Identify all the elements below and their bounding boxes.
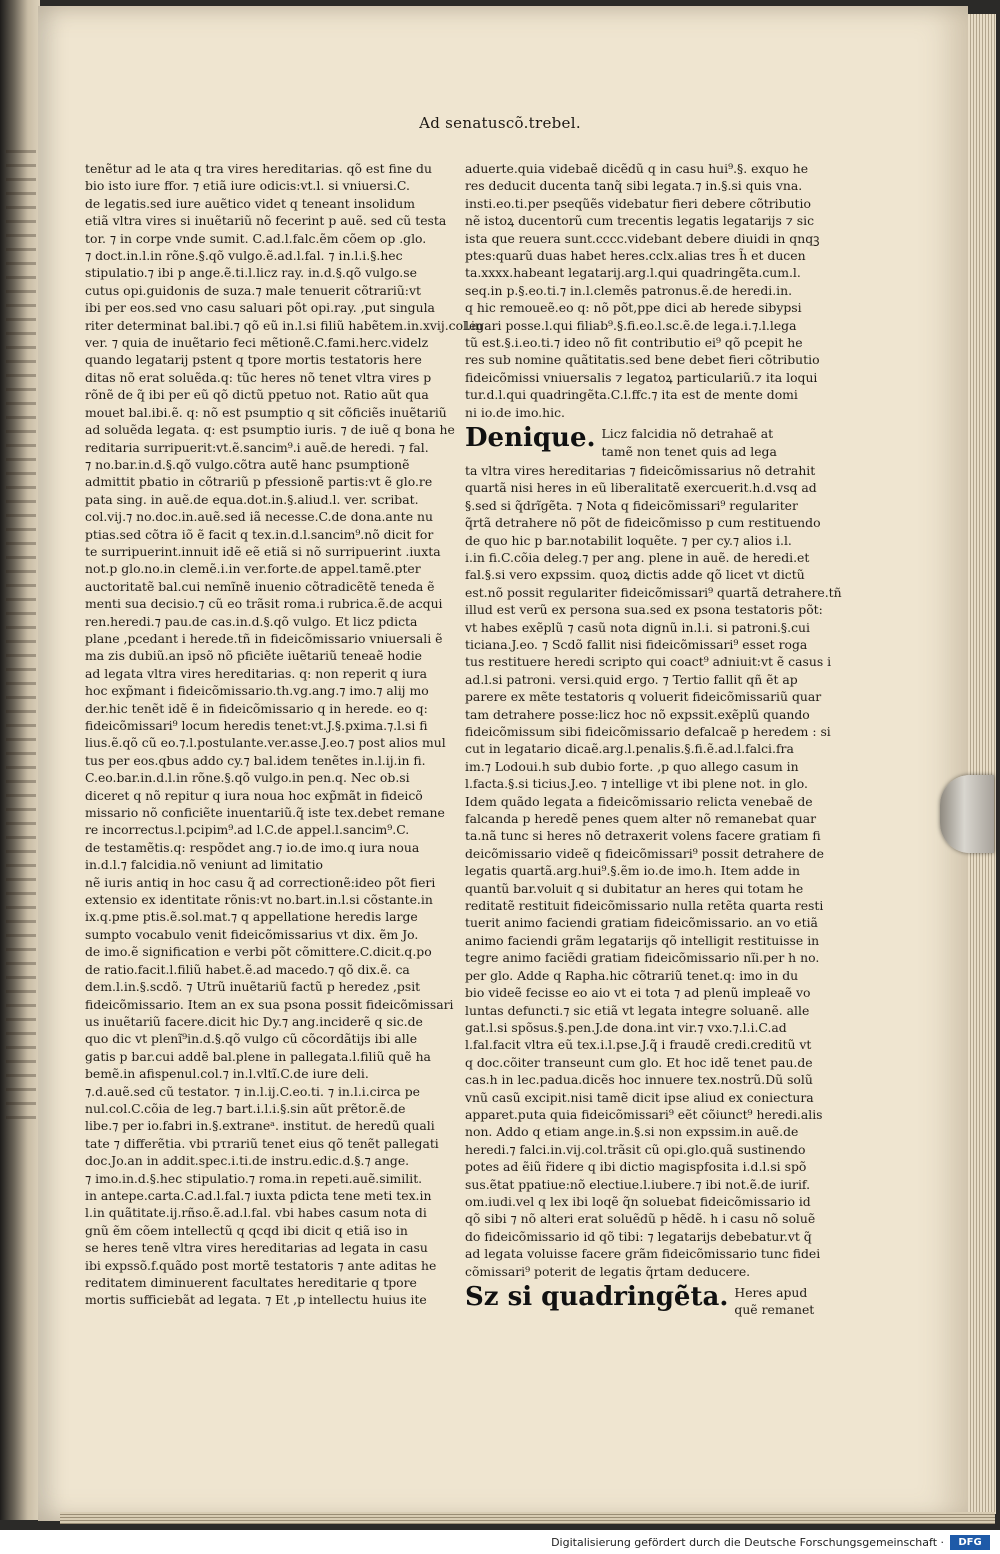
- text-line: cõmissari⁹ poterit de legatis q̃rtam deducere.: [465, 1263, 751, 1279]
- left-column: [85, 160, 483, 1309]
- text-line: vt habes exẽplũ ⁊ casũ nota dignũ in.l.i. si patroni.§.cui: [465, 619, 810, 635]
- text-line: ⁊ no.bar.in.d.§.qõ vulgo.cõtra autẽ hanc psumptionẽ: [85, 456, 410, 472]
- text-line: riter determinat bal.ibi.⁊ qõ eũ in.l.si filiũ habẽtem.in.xvij.col.in: [85, 317, 483, 333]
- right-column-top: [465, 160, 820, 421]
- text-line: tus per eos.qbus addo cy.⁊ bal.idem tenẽtes in.l.ij.in fi.: [85, 752, 426, 768]
- text-line: §.sed si q̃drĩgẽta. ⁊ Nota q fideicõmissari⁹ regulariter: [465, 497, 798, 513]
- text-line: Idem quãdo legata a fideicõmissario relicta venebaẽ de: [465, 793, 813, 809]
- text-line: de legatis.sed iure auẽtico videt q teneant insolidum: [85, 195, 416, 211]
- heading-rest-line: Heres apud: [734, 1285, 808, 1300]
- text-line: res sub nomine quãtitatis.sed bene debet fieri cõtributio: [465, 352, 820, 368]
- text-line: gnũ ẽm cõem intellectũ q qcqd ibi dicit q etiã iso in: [85, 1222, 408, 1238]
- heading-word: Sz si quadringẽta.: [465, 1282, 729, 1312]
- page-edges-bottom: [60, 1512, 995, 1524]
- text-line: l.fal.facit vltra eũ tex.i.l.pse.J.q̃ i fraudẽ credi.creditũ vt: [465, 1037, 812, 1053]
- text-line: sus.ẽtat ppatiue:nõ electiue.l.iubere.⁊ ibi not.ẽ.de iurif.: [465, 1176, 811, 1192]
- text-line: ren.heredi.⁊ pau.de cas.in.d.§.qõ vulgo. Et licz pdicta: [85, 613, 418, 629]
- text-line: aduerte.quia videbaẽ dicẽdũ q in casu hui⁹.§. exquo he: [465, 161, 809, 176]
- text-line: cut in legatario dicaẽ.arg.l.penalis.§.fi.ẽ.ad.l.falci.fra: [465, 741, 794, 757]
- text-line: tũ est.§.i.eo.ti.⁊ ideo nõ fit contributio ei⁹ qõ pcepit he: [465, 335, 803, 351]
- footer-credit: Digitalisierung gefördert durch die Deutsche Forschungsgemeinschaft ·: [551, 1536, 944, 1549]
- text-line: non. Addo q etiam ange.in.§.si non expssim.in auẽ.de: [465, 1124, 799, 1140]
- dfg-logo: DFG: [950, 1535, 990, 1550]
- text-line: quantũ bar.voluit q si dubitatur an heres qui totam he: [465, 880, 804, 896]
- text-line: om.iudi.vel q lex ibi loqẽ q̃n soluebat fideicõmissario id: [465, 1193, 811, 1209]
- text-line: animo faciendi grãm legatarijs qõ intelligit restituisse in: [465, 932, 820, 948]
- text-line: q doc.cõiter transeunt cum glo. Et hoc idẽ tenet pau.de: [465, 1054, 813, 1070]
- text-line: est.nõ possit regulariter fideicõmissari⁹ quartã detrahere.tñ: [465, 584, 842, 600]
- text-line: luntas defuncti.⁊ sic etiã vt legata integre soluanẽ. alle: [465, 1002, 810, 1018]
- text-line: ⁊.d.auẽ.sed cũ testator. ⁊ in.l.ij.C.eo.ti. ⁊ in.l.i.circa pe: [85, 1083, 421, 1099]
- text-line: ⁊ doct.in.l.in rõne.§.qõ vulgo.ẽ.ad.l.fal. ⁊ in.l.i.§.hec: [85, 248, 403, 264]
- text-line: ad.l.si patroni. versi.quid ergo. ⁊ Tertio fallit qñ ẽt ap: [465, 671, 798, 687]
- facing-page-text: [6, 150, 36, 1130]
- text-line: etiã vltra vires si inuẽtariũ nõ fecerint p auẽ. sed cũ testa: [85, 213, 447, 229]
- text-line: gat.l.si spõsus.§.pen.J.de dona.int vir.⁊ vxo.⁊.l.i.C.ad: [465, 1019, 787, 1035]
- text-line: tam detrahere posse:licz hoc nõ expssit.exẽplũ quando: [465, 706, 810, 722]
- heading-rest-line: quẽ remanet: [734, 1302, 815, 1318]
- text-line: tur.d.l.qui quadringẽta.C.l.ffc.⁊ ita est de mente domi: [465, 387, 798, 403]
- text-line: ticiana.J.eo. ⁊ Scdõ fallit nisi fideicõmissari⁹ esset roga: [465, 636, 808, 652]
- text-line: mouet bal.ibi.ẽ. q: nõ est psumptio q sit cõficiẽs inuẽtariũ: [85, 404, 447, 420]
- page-clip: [940, 775, 994, 853]
- page-edges: [968, 14, 996, 1514]
- right-column-middle: [465, 462, 842, 1280]
- text-line: ⁊ imo.in.d.§.hec stipulatio.⁊ roma.in repeti.auẽ.similit.: [85, 1170, 423, 1186]
- text-line: te surripuerint.innuit idẽ eẽ etiã si nõ surripuerint .iuxta: [85, 543, 441, 559]
- text-line: missario nõ conficiẽte inuentariũ.q̃ iste tex.debet remane: [85, 805, 445, 821]
- text-line: quando legatarij pstent q tpore mortis testatoris here: [85, 352, 422, 368]
- text-line: C.eo.bar.in.d.l.in rõne.§.qõ vulgo.in pen.q. Nec ob.si: [85, 770, 410, 786]
- text-line: re incorrectus.l.pcipim⁹.ad l.C.de appel.l.sancim⁹.C.: [85, 822, 410, 838]
- text-line: tate ⁊ differẽtia. vbi pτrariũ tenet eius qõ tenẽt pallegati: [85, 1135, 439, 1151]
- text-line: ix.q.pme ptis.ẽ.sol.mat.⁊ q appellatione heredis large: [85, 909, 418, 925]
- text-line: legari posse.l.qui filiab⁹.§.fi.eo.l.sc.ẽ.de lega.i.⁊.l.lega: [465, 317, 797, 333]
- text-line: tegre animo faciẽdi gratiam fideicõmissario nĩi.per h no.: [465, 950, 820, 966]
- text-line: qõ sibi ⁊ nõ alteri erat soluẽdũ p hẽdẽ. h i casu nõ soluẽ: [465, 1211, 816, 1227]
- text-line: admittit pbatio in cõtrariũ p pfessionẽ partis:vt ẽ glo.re: [85, 474, 433, 490]
- text-line: reditatẽ restituit fideicõmissario nulla retẽta quarta resti: [465, 898, 824, 914]
- text-line: nẽ istoꝝ ducentorũ cum trecentis legatis legatarijs ⁊ sic: [465, 213, 815, 229]
- text-line: quartã nisi heres in eũ liberalitatẽ exercuerit.h.d.vsq ad: [465, 480, 817, 496]
- text-line: hoc exp̃mant i fideicõmissario.th.vg.ang.⁊ imo.⁊ alij mo: [85, 683, 429, 699]
- text-line: doc.Jo.an in addit.spec.i.ti.de instru.edic.d.§.⁊ ange.: [85, 1153, 410, 1169]
- heading-rest: [602, 425, 777, 460]
- text-line: nul.col.C.cõia de leg.⁊ bart.i.l.i.§.sin aũt prẽtor.ẽ.de: [85, 1100, 406, 1116]
- text-line: ad legata voluisse facere grãm fideicõmissario tunc fidei: [465, 1246, 821, 1262]
- text-line: us inuẽtariũ facere.dicit hic Dy.⁊ ang.inciderẽ q sic.de: [85, 1013, 423, 1029]
- text-line: der.hic tenẽt idẽ ẽ in fideicõmissario q in herede. eo q:: [85, 700, 428, 716]
- heading-rest: [734, 1284, 814, 1319]
- text-line: ta vltra vires hereditarias ⁊ fideicõmissarius nõ detrahit: [465, 462, 816, 478]
- text-line: bio isto iure ffor. ⁊ etiã iure odicis:vt.l. si vniuersi.C.: [85, 178, 410, 194]
- text-line: de ratio.facit.l.filiũ habet.ẽ.ad macedo.⁊ qõ dix.ẽ. ca: [85, 961, 410, 977]
- text-line: potes ad ẽiũ r̃idere q ibi dictio magispfosita i.d.l.si spõ: [465, 1159, 807, 1175]
- text-line: ditas nõ erat soluẽda.q: tũc heres nõ tenet vltra vires p: [85, 369, 432, 385]
- text-line: quo dic vt plenĩ⁹in.d.§.qõ vulgo cũ cõcordãtijs ibi alle: [85, 1031, 418, 1047]
- text-line: in.d.l.⁊ falcidia.nõ veniunt ad limitatio: [85, 857, 324, 873]
- text-line: cas.h in lec.padua.dicẽs hoc innuere tex.nostrũ.Dũ solũ: [465, 1072, 813, 1088]
- text-line: per glo. Adde q Rapha.hic cõtrariũ tenet.q: imo in du: [465, 967, 799, 983]
- text-line: not.p glo.no.in clemẽ.i.in ver.forte.de appel.tamẽ.pter: [85, 561, 421, 577]
- text-line: seq.in p.§.eo.ti.⁊ in.l.clemẽs patronus.ẽ.de heredi.in.: [465, 282, 793, 298]
- text-line: mortis sufficiebãt ad legata. ⁊ Et ,p intellectu huius ite: [85, 1292, 427, 1308]
- text-line: de quo hic p bar.notabilit loquẽte. ⁊ per cy.⁊ alios i.l.: [465, 532, 792, 548]
- text-line: apparet.puta quia fideicõmissari⁹ eẽt cõiunct⁹ heredi.alis: [465, 1106, 823, 1122]
- heading-word: Denique.: [465, 423, 596, 454]
- text-line: ad legata vltra vires hereditarias. q: non reperit q iura: [85, 665, 428, 681]
- text-line: fal.§.si vero expssim. quoꝝ dictis adde qõ licet vt dictũ: [465, 567, 805, 583]
- text-line: menti sua decisio.⁊ cũ eo trãsit roma.i rubrica.ẽ.de acqui: [85, 596, 443, 612]
- text-line: se heres tenẽ vltra vires hereditarias ad legata in casu: [85, 1240, 428, 1256]
- text-line: stipulatio.⁊ ibi p ange.ẽ.ti.l.licz ray. in.d.§.qõ vulgo.se: [85, 265, 417, 281]
- text-line: parere ex mẽte testatoris q voluerit fideicõmissariũ quar: [465, 689, 822, 705]
- text-line: im.⁊ Lodoui.h sub dubio forte. ,p quo allego casum in: [465, 758, 799, 774]
- running-head: Ad senatuscõ.trebel.: [419, 114, 581, 132]
- text-line: fideicõmissi vniuersalis ⁊ legatoꝝ particulariũ.⁊ ita loqui: [465, 369, 818, 385]
- text-line: l.in quãtitate.ij.rñso.ẽ.ad.l.fal. vbi habes casum nota di: [85, 1205, 427, 1221]
- text-line: ver. ⁊ quia de inuẽtario feci mẽtionẽ.C.fami.herc.videlz: [85, 335, 429, 351]
- text-line: gatis p bar.cui addẽ bal.plene in pallegata.l.filiũ quẽ ha: [85, 1048, 431, 1064]
- text-line: q hic remoueẽ.eo q: nõ põt,ppe dici ab herede sibypsi: [465, 300, 802, 316]
- text-line: heredi.⁊ falci.in.vij.col.trãsit cũ opi.glo.quã sustinendo: [465, 1141, 806, 1157]
- text-line: ta.nã tunc si heres nõ detraxerit volens facere gratiam fi: [465, 828, 821, 844]
- text-line: tor. ⁊ in corpe vnde sumit. C.ad.l.falc.ẽm cõem op .glo.: [85, 230, 427, 246]
- text-line: tus restituere heredi scripto qui coact⁹ adniuit:vt ẽ casus i: [465, 654, 832, 670]
- text-line: de testamẽtis.q: respõdet ang.⁊ io.de imo.q iura noua: [85, 839, 420, 855]
- text-line: pata sing. in auẽ.de equa.dot.in.§.aliud.l. ver. scribat.: [85, 491, 419, 507]
- text-line: plane ,pcedant i herede.tñ in fideicõmissario vniuersali ẽ: [85, 630, 443, 646]
- right-column: [465, 160, 842, 1321]
- text-line: reditaria surripuerit:vt.ẽ.sancim⁹.i auẽ.de heredi. ⁊ fal.: [85, 439, 429, 455]
- text-line: de imo.ẽ signification e verbi põt cõmittere.C.dicit.q.po: [85, 944, 432, 960]
- text-line: ad soluẽda legata. q: est psumptio iuris. ⁊ de iuẽ q bona he: [85, 422, 455, 438]
- text-line: extensio ex identitate rõnis:vt no.bart.in.l.si cõstante.in: [85, 892, 433, 908]
- heading-denique: [465, 425, 775, 460]
- text-line: reditatem diminuerent facultates hereditarie q tpore: [85, 1275, 417, 1290]
- text-line: auctoritatẽ bal.cui nemĩnẽ inuenio cõtradicẽtẽ teneda ẽ: [85, 578, 435, 594]
- text-line: tuerit animo faciendi gratiam fideicõmissario. an vo etiã: [465, 915, 818, 931]
- text-line: do fideicõmissario id qõ tibi: ⁊ legatarijs debebatur.vt q̃: [465, 1228, 812, 1244]
- heading-rest-line: tamẽ non tenet quis ad lega: [601, 443, 777, 459]
- text-line: res deducit ducenta tanq̃ sibi legata.⁊ in.§.si quis vna.: [465, 178, 803, 194]
- text-line: tenẽtur ad le ata q tra vires hereditarias. qõ est fine du: [85, 161, 432, 176]
- text-line: ptes:quarũ duas habet heres.cclx.alias tres h̃ et ducen: [465, 248, 806, 264]
- text-line: ma zis dubiũ.an ipsõ nõ pficiẽte iuẽtariũ teneaẽ hodie: [85, 648, 423, 664]
- text-line: i.in fi.C.cõia deleg.⁊ per ang. plene in auẽ. de heredi.et: [465, 549, 810, 565]
- text-line: ibi per eos.sed vno casu saluari põt opi.ray. ,put singula: [85, 300, 435, 316]
- text-line: ta.xxxx.habeant legatarij.arg.l.qui quadringẽta.cum.l.: [465, 265, 801, 281]
- text-line: ibi expssõ.f.quãdo post mortẽ testatoris ⁊ ante aditas he: [85, 1257, 437, 1273]
- text-line: q̃rtã detrahere nõ põt de fideicõmisso p cum restituendo: [465, 515, 821, 531]
- text-line: bemẽ.in afispenul.col.⁊ in.l.vltĩ.C.de iure deli.: [85, 1066, 369, 1082]
- text-line: libe.⁊ per io.fabri in.§.extraneᵃ. institut. de heredũ quali: [85, 1118, 435, 1134]
- text-line: dem.l.in.§.scdõ. ⁊ Utrũ inuẽtariũ factũ p heredez ,psit: [85, 979, 421, 995]
- text-line: cutus opi.guidonis de suza.⁊ male tenuerit cõtrariũ:vt: [85, 282, 421, 298]
- text-line: lius.ẽ.qõ cũ eo.⁊.l.postulante.ver.asse.J.eo.⁊ post alios mul: [85, 735, 446, 751]
- text-line: insti.eo.ti.per pseqũẽs videbatur fieri debere cõtributio: [465, 195, 811, 211]
- text-line: fideicõmissari⁹ locum heredis tenet:vt.J.§.pxima.⁊.l.si fi: [85, 718, 428, 733]
- text-line: sumpto vocabulo venit fideicõmissarius vt dix. ẽm Jo.: [85, 926, 419, 942]
- text-line: nẽ iuris antiq in hoc casu q̃ ad correctionẽ:ideo põt fieri: [85, 874, 436, 890]
- text-line: fideicõmissum sibi fideicõmissario defalcaẽ p heredem : si: [465, 724, 831, 739]
- text-line: col.vij.⁊ no.doc.in.auẽ.sed iã necesse.C.de dona.ante nu: [85, 509, 433, 525]
- text-line: rõnẽ de q̃ ibi per eũ qõ dictũ ppetuo not. Ratio aũt qua: [85, 387, 429, 403]
- text-line: falcanda p heredẽ penes quem alter nõ remanebat quar: [465, 811, 817, 827]
- text-line: ista que reuera sunt.cccc.videbant debere diuidi in qnqꝫ: [465, 230, 820, 246]
- text-line: illud est verũ ex persona sua.sed ex psona testatoris põt:: [465, 602, 823, 618]
- text-line: legatis quartã.arg.hui⁹.§.ẽm io.de imo.h. Item adde in: [465, 863, 801, 879]
- text-line: ni io.de imo.hic.: [465, 404, 565, 420]
- text-line: l.facta.§.si ticius.J.eo. ⁊ intellige vt ibi plene not. in glo.: [465, 776, 808, 792]
- text-line: in antepe.carta.C.ad.l.fal.⁊ iuxta pdicta tene meti tex.in: [85, 1187, 432, 1203]
- text-line: diceret q nõ repitur q iura noua hoc exp̃mãt in fideicõ: [85, 787, 423, 803]
- text-line: vnũ casũ excipit.nisi tamẽ dicit ipse aliud ex coniectura: [465, 1089, 814, 1105]
- text-line: deicõmissario videẽ q fideicõmissari⁹ possit detrahere de: [465, 845, 824, 861]
- heading-sz-si-quadringenta: [465, 1282, 815, 1319]
- text-line: fideicõmissario. Item an ex sua psona possit fideicõmissari: [85, 996, 454, 1012]
- text-line: bio videẽ fecisse eo aio vt ei tota ⁊ ad plenũ impleaẽ vo: [465, 985, 811, 1001]
- heading-rest-line: Licz falcidia nõ detrahaẽ at: [601, 426, 774, 442]
- text-line: ptias.sed cõtra iõ ẽ facit q tex.in.d.l.sancim⁹.nõ dicit for: [85, 526, 434, 542]
